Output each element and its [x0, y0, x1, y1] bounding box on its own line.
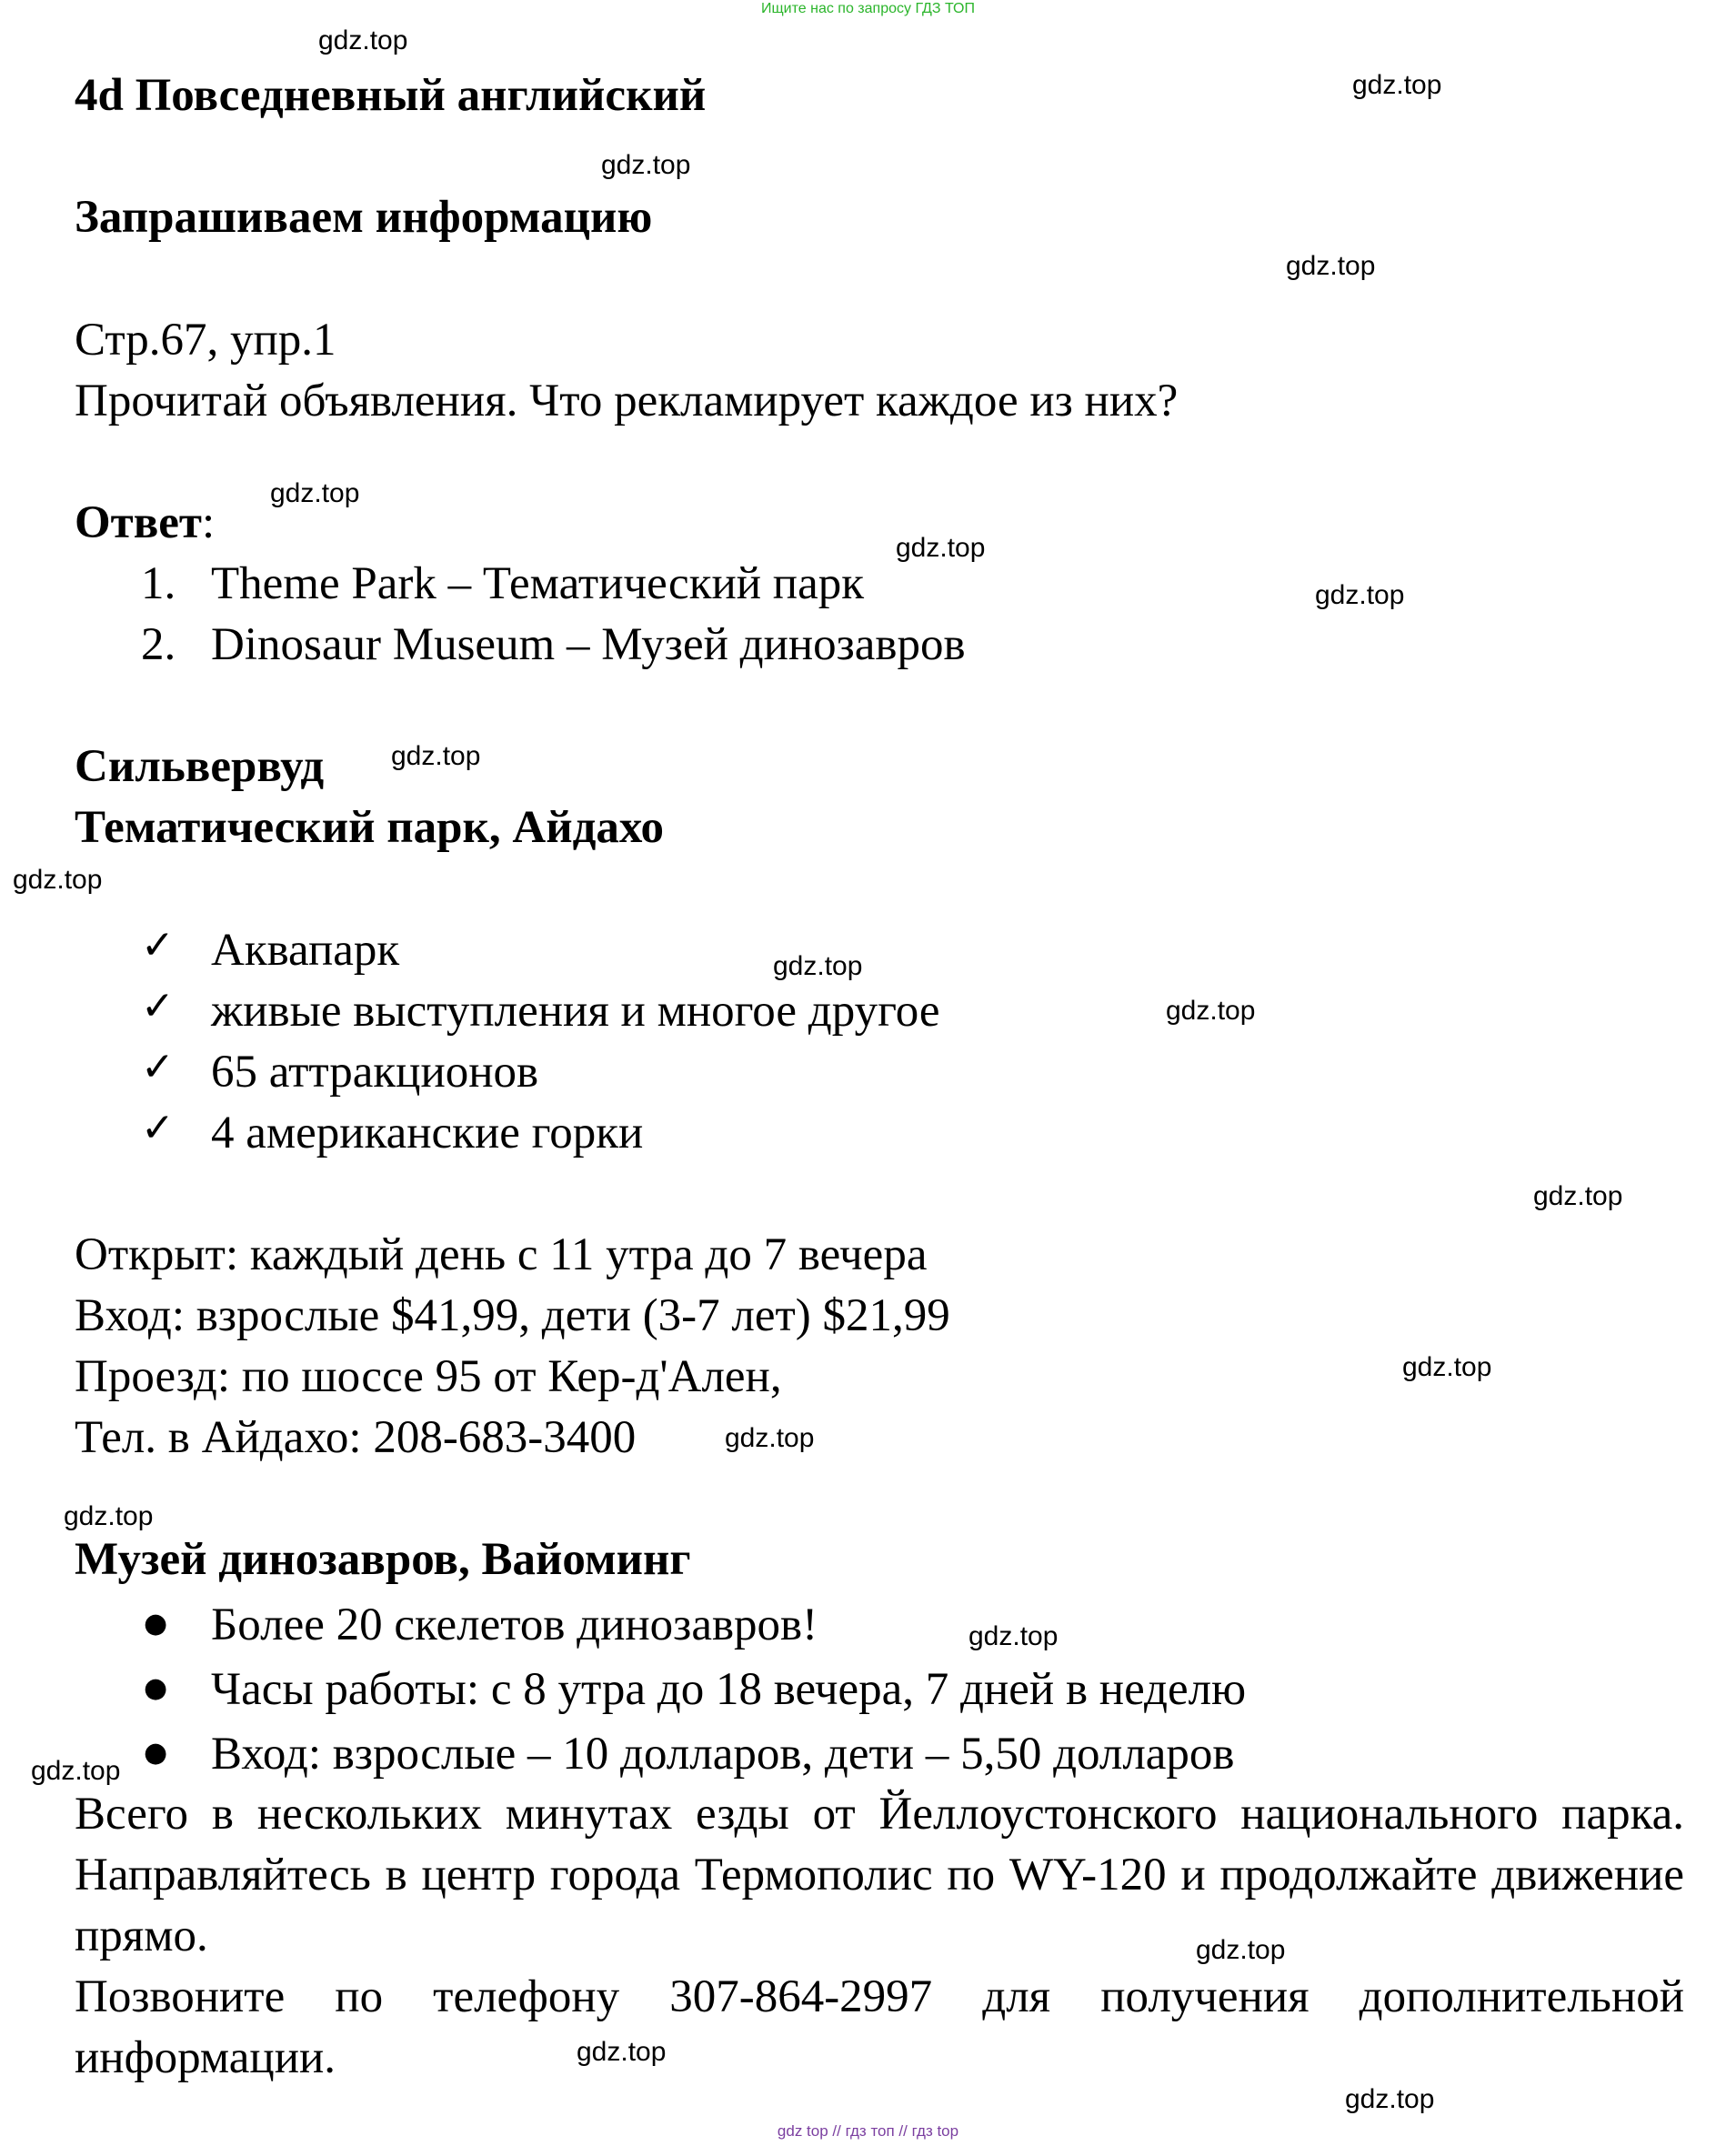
ad1-info-hours: Открыт: каждый день с 11 утра до 7 вечера	[75, 1229, 928, 1280]
check-icon: ✓	[141, 983, 175, 1029]
bullet-icon: ●	[144, 1608, 168, 1640]
watermark: gdz.top	[773, 951, 863, 981]
answer-colon: :	[201, 497, 216, 548]
watermark: gdz.top	[601, 150, 691, 180]
ad1-feature: Аквапарк	[211, 925, 400, 976]
ad1-feature: 4 американские горки	[211, 1108, 644, 1158]
watermark: gdz.top	[1166, 996, 1256, 1026]
watermark: gdz.top	[577, 2037, 667, 2067]
watermark: gdz.top	[31, 1756, 121, 1786]
watermark: gdz.top	[1352, 70, 1442, 100]
task-reference: Стр.67, упр.1	[75, 315, 336, 366]
check-icon: ✓	[141, 1044, 175, 1090]
bullet-icon: ●	[144, 1672, 168, 1704]
ad1-info-directions: Проезд: по шоссе 95 от Кер-д'Ален,	[75, 1351, 782, 1402]
watermark: gdz.top	[13, 865, 103, 895]
check-icon: ✓	[141, 1105, 175, 1151]
answer-item-number: 1.	[141, 558, 176, 609]
watermark: gdz.top	[64, 1501, 154, 1531]
answer-label	[75, 497, 216, 548]
ad2-paragraph-contact: Позвоните по телефону 307-864-2997 для получения дополнительной информации.	[75, 1971, 1684, 2083]
watermark: gdz.top	[1286, 251, 1376, 281]
watermark: gdz.top	[896, 533, 986, 563]
ad1-info-prices: Вход: взрослые $41,99, дети (3-7 лет) $21,99	[75, 1290, 950, 1341]
ad2-title: Музей динозавров, Вайоминг	[75, 1534, 691, 1585]
answer-item: Theme Park – Тематический парк	[211, 558, 865, 609]
top-banner[interactable]: Ищите нас по запросу ГДЗ ТОП	[761, 1, 975, 16]
answer-label-text: Ответ	[75, 497, 202, 548]
bottom-banner[interactable]: gdz top // гдз топ // гдз top	[777, 2122, 959, 2140]
answer-item: Dinosaur Museum – Музей динозавров	[211, 619, 966, 670]
ad1-title-line2: Тематический парк, Айдахо	[75, 802, 664, 853]
lesson-title: 4d Повседневный английский	[75, 70, 707, 121]
section-title: Запрашиваем информацию	[75, 192, 653, 243]
bullet-icon: ●	[144, 1737, 168, 1769]
watermark: gdz.top	[1345, 2084, 1435, 2114]
watermark: gdz.top	[1315, 580, 1405, 610]
ad2-bullet: Вход: взрослые – 10 долларов, дети – 5,50 долларов	[211, 1729, 1235, 1780]
watermark: gdz.top	[318, 25, 408, 55]
watermark: gdz.top	[1533, 1181, 1623, 1211]
ad2-bullet: Часы работы: с 8 утра до 18 вечера, 7 дней в неделю	[211, 1664, 1247, 1715]
ad1-info-phone: Тел. в Айдахо: 208-683-3400	[75, 1412, 637, 1463]
ad2-paragraph-directions: Всего в нескольких минутах езды от Йеллоустонского национального парка. Направляйтесь в центр города Термополис по WY-120 и продолжайте движение прямо.	[75, 1789, 1684, 1961]
ad1-feature: живые выступления и многое другое	[211, 986, 940, 1037]
watermark: gdz.top	[725, 1423, 815, 1453]
watermark: gdz.top	[1402, 1352, 1492, 1382]
task-instruction: Прочитай объявления. Что рекламирует каждое из них?	[75, 376, 1179, 426]
ad1-feature: 65 аттракционов	[211, 1047, 539, 1098]
ad1-title-line1: Сильвервуд	[75, 741, 325, 792]
ad2-bullet: Более 20 скелетов динозавров!	[211, 1599, 818, 1650]
watermark: gdz.top	[968, 1621, 1059, 1651]
watermark: gdz.top	[270, 478, 360, 508]
check-icon: ✓	[141, 922, 175, 968]
watermark: gdz.top	[1196, 1935, 1286, 1965]
watermark: gdz.top	[391, 741, 481, 771]
answer-item-number: 2.	[141, 619, 176, 670]
